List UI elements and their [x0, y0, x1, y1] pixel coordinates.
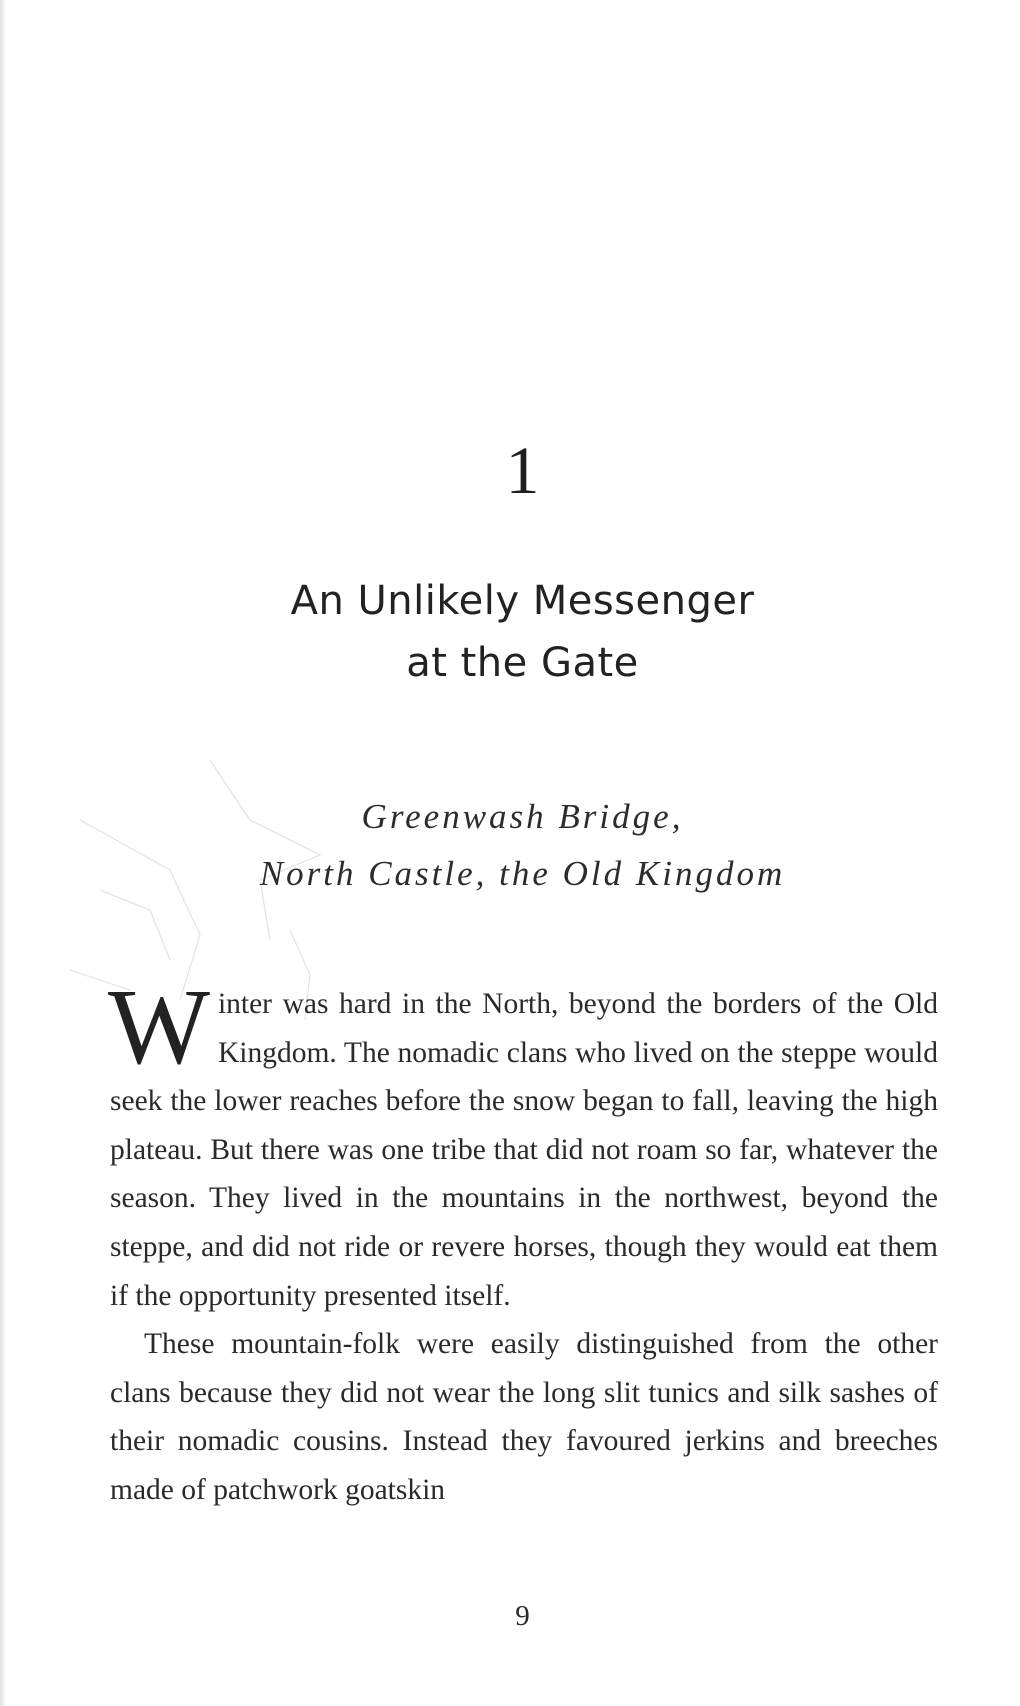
chapter-location [0, 788, 1020, 902]
body-text [108, 968, 938, 1515]
chapter-title-line-2: at the Gate [406, 640, 639, 686]
chapter-number: 1 [505, 432, 540, 508]
paragraph-1-text: inter was hard in the North, beyond the borders of the Old Kingdom. The nomadic clans who lived on the steppe would seek the lower reaches before the snow began to fall, leaving the high plateau. But there was one tribe that did not roam so far, whatever the season. They lived in the mountains in the northwest, beyond the steppe, and did not ride or revere horses, though they would eat them if the opportunity presented itself. [110, 988, 938, 1312]
page-number: 9 [515, 1600, 530, 1632]
chapter-title [0, 570, 1020, 694]
paragraph-1 [108, 968, 938, 1320]
drop-cap-letter: W [108, 968, 210, 1087]
chapter-title-line-1: An Unlikely Messenger [290, 578, 755, 624]
location-line-2: North Castle, the Old Kingdom [259, 854, 786, 893]
location-line-1: Greenwash Bridge, [361, 797, 684, 836]
paragraph-2: These mountain-folk were easily distinguished from the other clans because they did not wear the long slit tunics and silk sashes of their nomadic cousins. Instead they favoured jerkins and breeches made of patchwork goatskin [110, 1328, 938, 1506]
